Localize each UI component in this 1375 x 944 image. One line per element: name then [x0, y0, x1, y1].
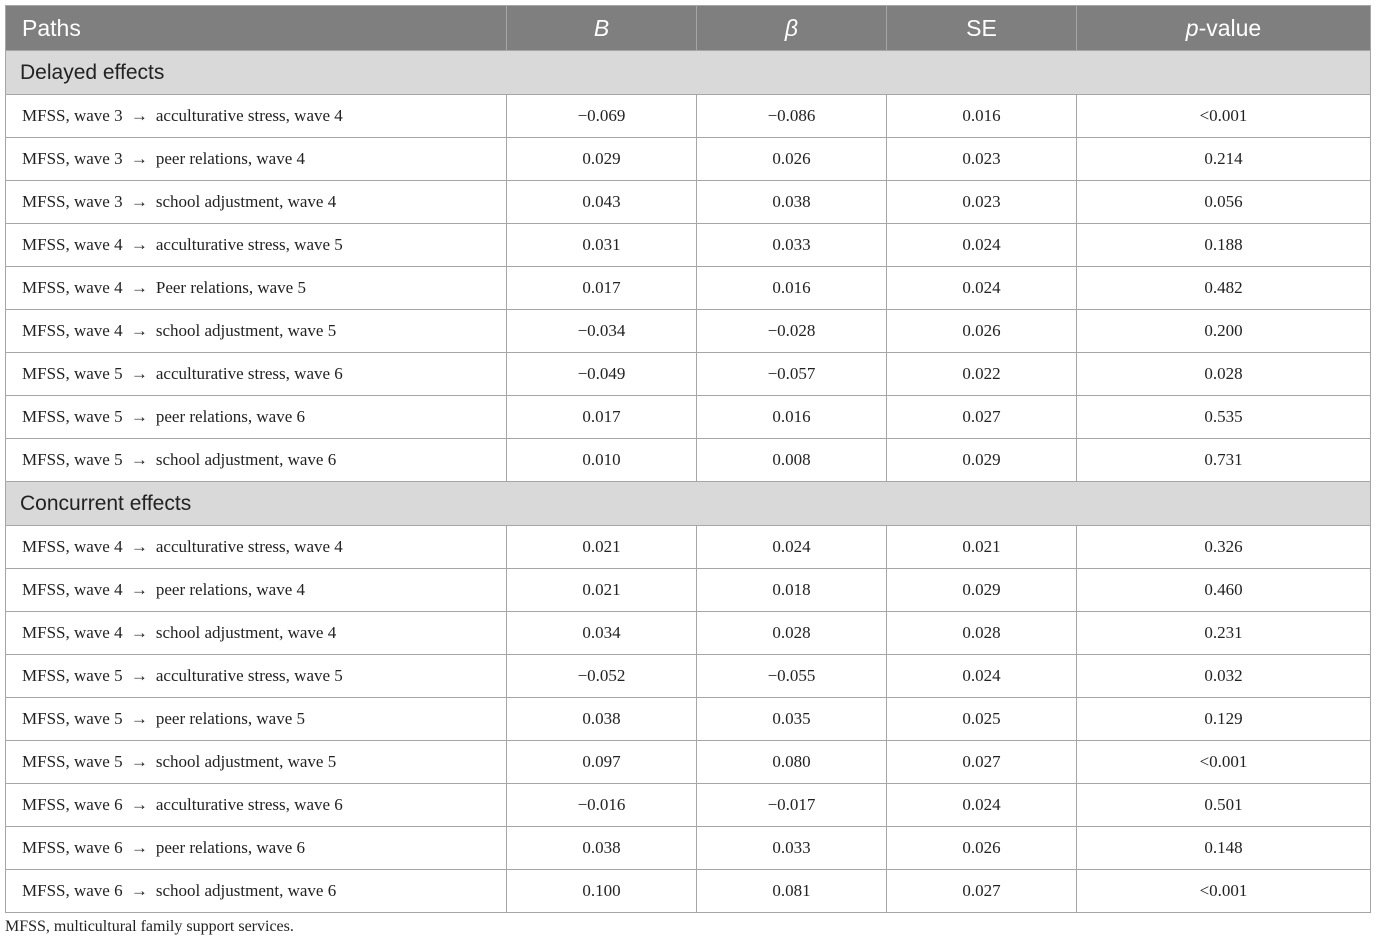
- path-cell: [6, 784, 507, 827]
- cell-b: −0.069: [507, 95, 697, 138]
- arrow-right-icon: →: [130, 149, 148, 168]
- table-row: [6, 612, 1371, 655]
- table-row: [6, 267, 1371, 310]
- path-target: peer relations, wave 6: [155, 838, 306, 857]
- table-row: [6, 138, 1371, 181]
- path-target: acculturative stress, wave 4: [155, 537, 343, 556]
- header-se: SE: [887, 6, 1077, 51]
- cell-beta: 0.038: [697, 181, 887, 224]
- path-target: peer relations, wave 4: [155, 149, 306, 168]
- path-cell: [6, 396, 507, 439]
- arrow-right-icon: →: [130, 106, 148, 125]
- header-p-italic: p: [1185, 14, 1199, 41]
- path-source: MFSS, wave 6: [22, 795, 123, 814]
- section-title: Delayed effects: [6, 51, 1371, 95]
- cell-beta: 0.035: [697, 698, 887, 741]
- table-row: [6, 827, 1371, 870]
- cell-beta: 0.081: [697, 870, 887, 913]
- cell-beta: 0.033: [697, 224, 887, 267]
- path-source: MFSS, wave 5: [22, 364, 123, 383]
- cell-b: −0.049: [507, 353, 697, 396]
- cell-p-value: 0.731: [1077, 439, 1371, 482]
- cell-beta: 0.033: [697, 827, 887, 870]
- path-cell: [6, 827, 507, 870]
- cell-b: −0.016: [507, 784, 697, 827]
- cell-b: 0.097: [507, 741, 697, 784]
- arrow-right-icon: →: [130, 364, 148, 383]
- path-target: school adjustment, wave 4: [155, 192, 337, 211]
- header-row: [6, 6, 1371, 51]
- paths-table: [5, 5, 1371, 913]
- arrow-right-icon: →: [130, 709, 148, 728]
- arrow-right-icon: →: [130, 278, 148, 297]
- path-target: acculturative stress, wave 6: [155, 364, 343, 383]
- cell-b: 0.017: [507, 396, 697, 439]
- arrow-right-icon: →: [130, 795, 148, 814]
- cell-se: 0.027: [887, 396, 1077, 439]
- cell-se: 0.024: [887, 267, 1077, 310]
- path-cell: [6, 95, 507, 138]
- path-target: peer relations, wave 6: [155, 407, 306, 426]
- path-cell: [6, 698, 507, 741]
- path-source: MFSS, wave 6: [22, 881, 123, 900]
- arrow-right-icon: →: [130, 666, 148, 685]
- cell-beta: −0.017: [697, 784, 887, 827]
- path-source: MFSS, wave 3: [22, 192, 123, 211]
- cell-b: −0.034: [507, 310, 697, 353]
- cell-se: 0.028: [887, 612, 1077, 655]
- table-row: [6, 310, 1371, 353]
- table-row: [6, 655, 1371, 698]
- cell-b: 0.021: [507, 526, 697, 569]
- path-source: MFSS, wave 5: [22, 709, 123, 728]
- path-source: MFSS, wave 5: [22, 450, 123, 469]
- section-row: [6, 51, 1371, 95]
- cell-p-value: 0.326: [1077, 526, 1371, 569]
- path-source: MFSS, wave 3: [22, 106, 123, 125]
- path-source: MFSS, wave 5: [22, 666, 123, 685]
- cell-beta: 0.028: [697, 612, 887, 655]
- cell-p-value: 0.129: [1077, 698, 1371, 741]
- section-title: Concurrent effects: [6, 482, 1371, 526]
- path-source: MFSS, wave 5: [22, 407, 123, 426]
- path-target: school adjustment, wave 6: [155, 450, 337, 469]
- cell-b: 0.010: [507, 439, 697, 482]
- arrow-right-icon: →: [130, 235, 148, 254]
- cell-beta: 0.024: [697, 526, 887, 569]
- cell-se: 0.025: [887, 698, 1077, 741]
- path-cell: [6, 655, 507, 698]
- cell-b: 0.038: [507, 698, 697, 741]
- path-cell: [6, 267, 507, 310]
- cell-beta: −0.028: [697, 310, 887, 353]
- table-row: [6, 224, 1371, 267]
- cell-p-value: 0.056: [1077, 181, 1371, 224]
- path-source: MFSS, wave 4: [22, 321, 123, 340]
- arrow-right-icon: →: [130, 407, 148, 426]
- header-p-value: [1077, 6, 1371, 51]
- table-row: [6, 870, 1371, 913]
- cell-beta: 0.026: [697, 138, 887, 181]
- path-source: MFSS, wave 6: [22, 838, 123, 857]
- cell-beta: −0.057: [697, 353, 887, 396]
- arrow-right-icon: →: [130, 537, 148, 556]
- path-cell: [6, 439, 507, 482]
- table-row: [6, 181, 1371, 224]
- cell-p-value: 0.482: [1077, 267, 1371, 310]
- table-row: [6, 569, 1371, 612]
- path-target: school adjustment, wave 6: [155, 881, 337, 900]
- cell-b: 0.017: [507, 267, 697, 310]
- cell-se: 0.021: [887, 526, 1077, 569]
- cell-p-value: 0.200: [1077, 310, 1371, 353]
- table-row: [6, 439, 1371, 482]
- path-target: school adjustment, wave 5: [155, 752, 337, 771]
- path-target: acculturative stress, wave 5: [155, 235, 343, 254]
- path-cell: [6, 612, 507, 655]
- path-source: MFSS, wave 4: [22, 278, 123, 297]
- path-cell: [6, 526, 507, 569]
- cell-se: 0.027: [887, 870, 1077, 913]
- cell-p-value: 0.535: [1077, 396, 1371, 439]
- path-target: school adjustment, wave 4: [155, 623, 337, 642]
- cell-b: −0.052: [507, 655, 697, 698]
- cell-p-value: <0.001: [1077, 870, 1371, 913]
- table-row: [6, 353, 1371, 396]
- path-cell: [6, 310, 507, 353]
- arrow-right-icon: →: [130, 623, 148, 642]
- cell-beta: 0.008: [697, 439, 887, 482]
- table-row: [6, 396, 1371, 439]
- path-target: peer relations, wave 5: [155, 709, 306, 728]
- cell-b: 0.034: [507, 612, 697, 655]
- table-row: [6, 741, 1371, 784]
- path-cell: [6, 138, 507, 181]
- cell-p-value: 0.501: [1077, 784, 1371, 827]
- cell-se: 0.029: [887, 439, 1077, 482]
- cell-se: 0.026: [887, 310, 1077, 353]
- cell-p-value: 0.032: [1077, 655, 1371, 698]
- cell-se: 0.022: [887, 353, 1077, 396]
- cell-beta: 0.018: [697, 569, 887, 612]
- cell-p-value: 0.188: [1077, 224, 1371, 267]
- cell-b: 0.029: [507, 138, 697, 181]
- path-cell: [6, 870, 507, 913]
- cell-beta: 0.016: [697, 267, 887, 310]
- path-cell: [6, 224, 507, 267]
- cell-p-value: 0.028: [1077, 353, 1371, 396]
- header-b: B: [507, 6, 697, 51]
- path-source: MFSS, wave 4: [22, 623, 123, 642]
- table-body: [6, 51, 1371, 913]
- cell-se: 0.027: [887, 741, 1077, 784]
- cell-se: 0.026: [887, 827, 1077, 870]
- cell-beta: 0.080: [697, 741, 887, 784]
- arrow-right-icon: →: [130, 580, 148, 599]
- path-target: Peer relations, wave 5: [155, 278, 306, 297]
- table-row: [6, 95, 1371, 138]
- path-source: MFSS, wave 3: [22, 149, 123, 168]
- cell-b: 0.031: [507, 224, 697, 267]
- cell-p-value: 0.231: [1077, 612, 1371, 655]
- arrow-right-icon: →: [130, 321, 148, 340]
- table-row: [6, 784, 1371, 827]
- path-source: MFSS, wave 4: [22, 235, 123, 254]
- path-target: acculturative stress, wave 6: [155, 795, 343, 814]
- section-row: [6, 482, 1371, 526]
- header-p-rest: -value: [1198, 14, 1262, 41]
- arrow-right-icon: →: [130, 838, 148, 857]
- cell-beta: 0.016: [697, 396, 887, 439]
- cell-beta: −0.055: [697, 655, 887, 698]
- path-target: peer relations, wave 4: [155, 580, 306, 599]
- path-source: MFSS, wave 4: [22, 580, 123, 599]
- path-cell: [6, 353, 507, 396]
- cell-b: 0.021: [507, 569, 697, 612]
- arrow-right-icon: →: [130, 192, 148, 211]
- arrow-right-icon: →: [130, 881, 148, 900]
- path-source: MFSS, wave 4: [22, 537, 123, 556]
- table-row: [6, 698, 1371, 741]
- path-target: acculturative stress, wave 4: [155, 106, 343, 125]
- path-cell: [6, 181, 507, 224]
- table-row: [6, 526, 1371, 569]
- cell-se: 0.029: [887, 569, 1077, 612]
- cell-b: 0.043: [507, 181, 697, 224]
- cell-se: 0.024: [887, 784, 1077, 827]
- cell-beta: −0.086: [697, 95, 887, 138]
- path-cell: [6, 741, 507, 784]
- arrow-right-icon: →: [130, 752, 148, 771]
- cell-b: 0.038: [507, 827, 697, 870]
- path-target: school adjustment, wave 5: [155, 321, 337, 340]
- cell-p-value: 0.460: [1077, 569, 1371, 612]
- table-footnote: MFSS, multicultural family support services.: [5, 918, 294, 935]
- table-header: [6, 6, 1371, 51]
- cell-se: 0.023: [887, 181, 1077, 224]
- arrow-right-icon: →: [130, 450, 148, 469]
- cell-p-value: 0.214: [1077, 138, 1371, 181]
- path-source: MFSS, wave 5: [22, 752, 123, 771]
- path-target: acculturative stress, wave 5: [155, 666, 343, 685]
- cell-p-value: 0.148: [1077, 827, 1371, 870]
- cell-b: 0.100: [507, 870, 697, 913]
- cell-p-value: <0.001: [1077, 95, 1371, 138]
- cell-se: 0.016: [887, 95, 1077, 138]
- cell-se: 0.024: [887, 655, 1077, 698]
- header-paths: Paths: [6, 6, 507, 51]
- header-beta: β: [697, 6, 887, 51]
- cell-se: 0.023: [887, 138, 1077, 181]
- cell-p-value: <0.001: [1077, 741, 1371, 784]
- cell-se: 0.024: [887, 224, 1077, 267]
- path-cell: [6, 569, 507, 612]
